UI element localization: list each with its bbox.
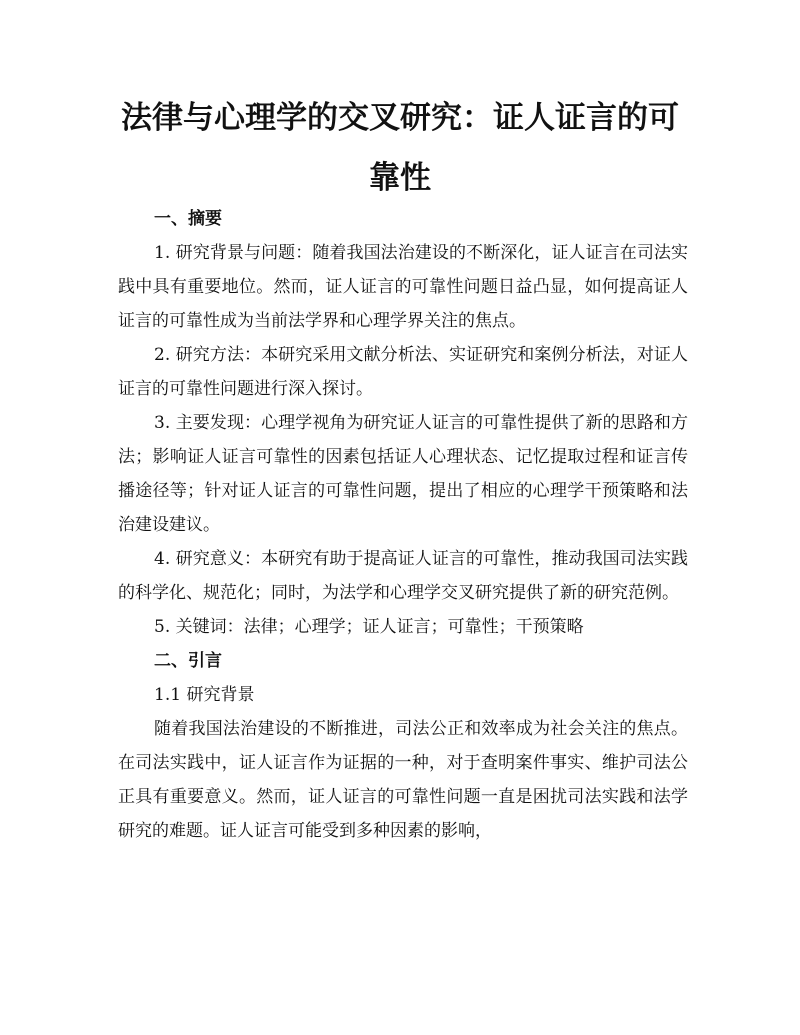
document-title: 法律与心理学的交叉研究：证人证言的可靠性 [121,100,679,196]
introduction-paragraph: 随着我国法治建设的不断推进，司法公正和效率成为社会关注的焦点。在司法实践中，证人证言作为证据的一种，对于查明案件事实、维护司法公正具有重要意义。然而，证人证言的可靠性问题一直是困扰司法实践和法学研究的难题。证人证言可能受到多种因素的影响， [118,719,688,841]
section-heading-abstract: 一、摘要 [154,209,222,229]
abstract-item-significance: 4. 研究意义：本研究有助于提高证人证言的可靠性，推动我国司法实践的科学化、规范化；同时，为法学和心理学交叉研究提供了新的研究范例。 [118,549,688,603]
subsection-heading-background: 1.1 研究背景 [154,685,255,705]
abstract-item-keywords: 5. 关键词：法律；心理学；证人证言；可靠性；干预策略 [154,617,584,637]
abstract-item-background: 1. 研究背景与问题：随着我国法治建设的不断深化，证人证言在司法实践中具有重要地位。然而，证人证言的可靠性问题日益凸显，如何提高证人证言的可靠性成为当前法学界和心理学界关注的焦点。 [118,243,688,331]
abstract-item-findings: 3. 主要发现：心理学视角为研究证人证言的可靠性提供了新的思路和方法；影响证人证言可靠性的因素包括证人心理状态、记忆提取过程和证言传播途径等；针对证人证言的可靠性问题，提出了相应的心理学干预策略和法治建设建议。 [118,413,688,535]
abstract-item-method: 2. 研究方法：本研究采用文献分析法、实证研究和案例分析法，对证人证言的可靠性问题进行深入探讨。 [118,345,688,399]
document-body [118,202,688,848]
section-heading-introduction: 二、引言 [154,651,222,671]
